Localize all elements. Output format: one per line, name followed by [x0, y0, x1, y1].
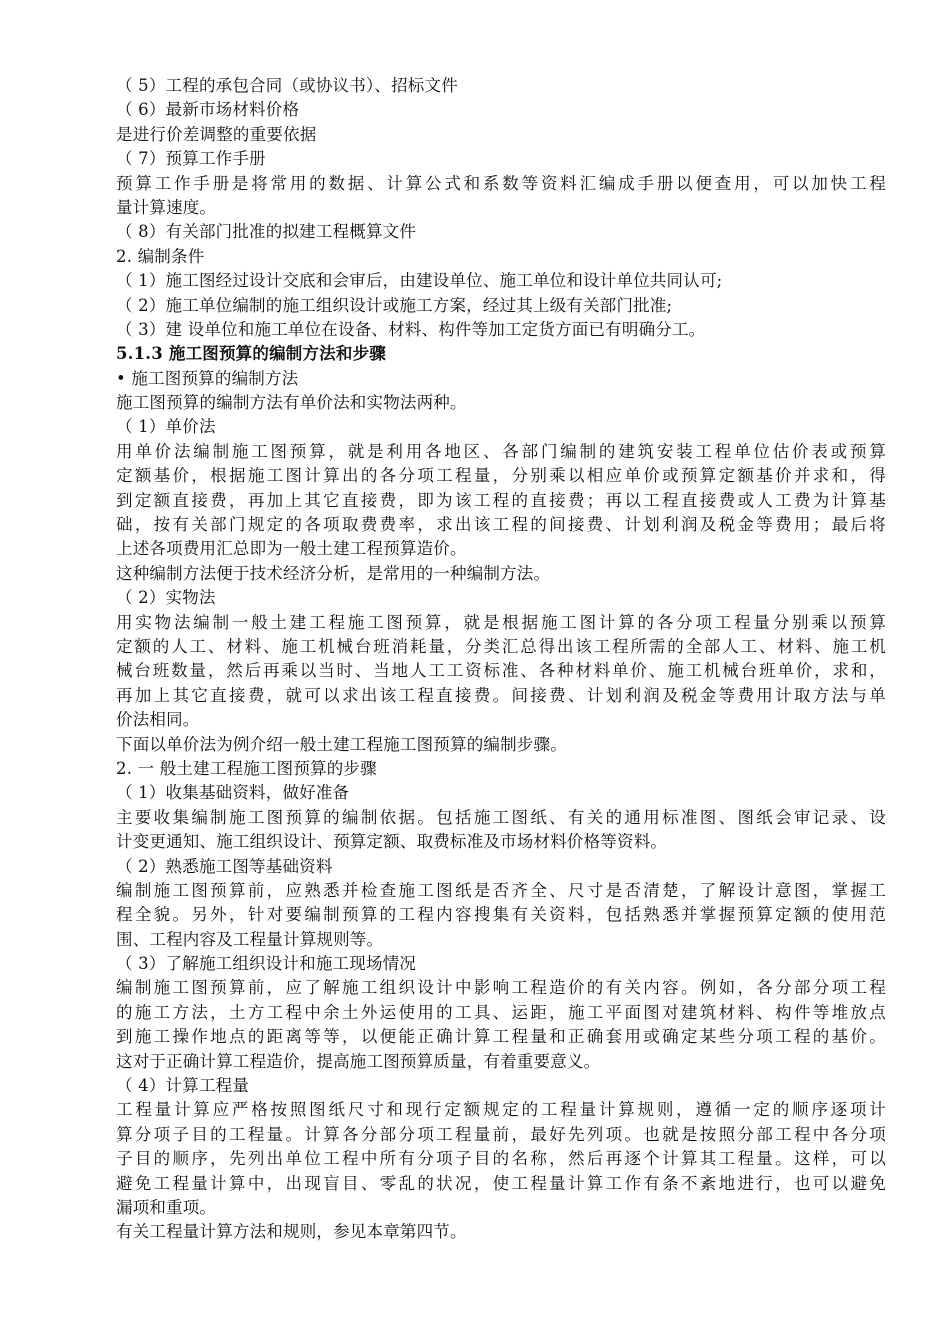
text-line: 价法相同。	[116, 710, 200, 730]
text-line: （ 7）预算工作手册	[116, 149, 266, 169]
text-line: 2. 编制条件	[116, 246, 205, 266]
text-line: 定额基价，根据施工图计算出的各分项工程量，分别乘以相应单价或预算定额基价并求和，得	[116, 466, 886, 486]
text-line: 到定额直接费，再加上其它直接费，即为该工程的直接费；再以工程直接费或人工费为计算基	[116, 490, 886, 510]
text-line: （ 2）熟悉施工图等基础资料	[116, 856, 333, 876]
document-page	[116, 74, 886, 1245]
text-line: （ 1）施工图经过设计交底和会审后，由建设单位、施工单位和设计单位共同认可;	[116, 271, 723, 291]
text-line: 下面以单价法为例介绍一般土建工程施工图预算的编制步骤。	[116, 734, 567, 754]
text-line: 这对于正确计算工程造价，提高施工图预算质量，有着重要意义。	[116, 1051, 601, 1071]
text-line: 有关工程量计算方法和规则，参见本章第四节。	[116, 1222, 467, 1242]
text-line: （ 2）施工单位编制的施工组织设计或施工方案，经过其上级有关部门批准;	[116, 295, 673, 315]
text-line: 算分项子目的工程量。计算各分部分项工程量前，最好先列项。也就是按照分部工程中各分项	[116, 1124, 886, 1144]
text-line: 工程量计算应严格按照图纸尺寸和现行定额规定的工程量计算规则，遵循一定的顺序逐项计	[116, 1100, 886, 1120]
text-line: 的施工方法，土方工程中余土外运使用的工具、运距，施工平面图对建筑材料、构件等堆放点	[116, 1002, 886, 1022]
text-line: 子目的顺序，先列出单位工程中所有分项子目的名称，然后再逐个计算其工程量。这样，可以	[116, 1149, 886, 1169]
text-line: 漏项和重项。	[116, 1197, 217, 1217]
text-line: • 施工图预算的编制方法	[116, 368, 299, 388]
text-line: 到施工操作地点的距离等等，以便能正确计算工程量和正确套用或确定某些分项工程的基价。	[116, 1027, 886, 1047]
text-line: 编制施工图预算前，应熟悉并检查施工图纸是否齐全、尺寸是否清楚，了解设计意图，掌握工	[116, 880, 886, 900]
text-line: 用实物法编制一般土建工程施工图预算，就是根据施工图计算的各分项工程量分别乘以预算	[116, 612, 886, 632]
text-line: 再加上其它直接费，就可以求出该工程直接费。间接费、计划利润及税金等费用计取方法与单	[116, 685, 886, 705]
text-line: （ 5）工程的承包合同（或协议书）、招标文件	[116, 76, 458, 95]
text-line: 预算工作手册是将常用的数据、计算公式和系数等资料汇编成手册以便查用，可以加快工程	[116, 173, 886, 193]
text-line: 量计算速度。	[116, 197, 217, 217]
section-heading: 5.1.3 施工图预算的编制方法和步骤	[116, 344, 386, 364]
text-line: 编制施工图预算前，应了解施工组织设计中影响工程造价的有关内容。例如，各分部分项工程	[116, 978, 886, 998]
text-line: 2. 一 般土建工程施工图预算的步骤	[116, 758, 377, 778]
text-line: （ 3）建 设单位和施工单位在设备、材料、构件等加工定货方面已有明确分工。	[116, 319, 706, 339]
text-line: 是进行价差调整的重要依据	[116, 124, 317, 144]
text-line: 上述各项费用汇总即为一般土建工程预算造价。	[116, 539, 467, 559]
text-line: （ 4）计算工程量	[116, 1076, 250, 1096]
text-line: 避免工程量计算中，出现盲目、零乱的状况，使工程量计算工作有条不紊地进行，也可以避免	[116, 1173, 886, 1193]
text-line: 定额的人工、材料、施工机械台班消耗量，分类汇总得出该工程所需的全部人工、材料、施工机	[116, 636, 886, 656]
text-line: 计变更通知、施工组织设计、预算定额、取费标准及市场材料价格等资料。	[116, 832, 668, 852]
text-line: （ 2）实物法	[116, 588, 216, 608]
text-line: 这种编制方法便于技术经济分析，是常用的一种编制方法。	[116, 563, 551, 583]
text-line: （ 3）了解施工组织设计和施工现场情况	[116, 954, 417, 974]
text-line: 用单价法编制施工图预算，就是利用各地区、各部门编制的建筑安装工程单位估价表或预算	[116, 441, 886, 461]
text-line: 围、工程内容及工程量计算规则等。	[116, 929, 384, 949]
text-line: （ 8）有关部门批准的拟建工程概算文件	[116, 222, 417, 242]
text-line: （ 1）单价法	[116, 417, 216, 437]
text-line: 施工图预算的编制方法有单价法和实物法两种。	[116, 393, 467, 413]
text-line: 础，按有关部门规定的各项取费费率，求出该工程的间接费、计划利润及税金等费用；最后将	[116, 515, 886, 535]
text-line: 械台班数量，然后再乘以当时、当地人工工资标准、各种材料单价、施工机械台班单价，求和，	[116, 661, 886, 681]
text-line: （ 6）最新市场材料价格	[116, 100, 300, 120]
text-line: （ 1）收集基础资料，做好准备	[116, 783, 350, 803]
text-line: 主要收集编制施工图预算的编制依据。包括施工图纸、有关的通用标准图、图纸会审记录、设	[116, 807, 886, 827]
text-line: 程全貌。另外，针对要编制预算的工程内容搜集有关资料，包括熟悉并掌握预算定额的使用范	[116, 905, 886, 925]
